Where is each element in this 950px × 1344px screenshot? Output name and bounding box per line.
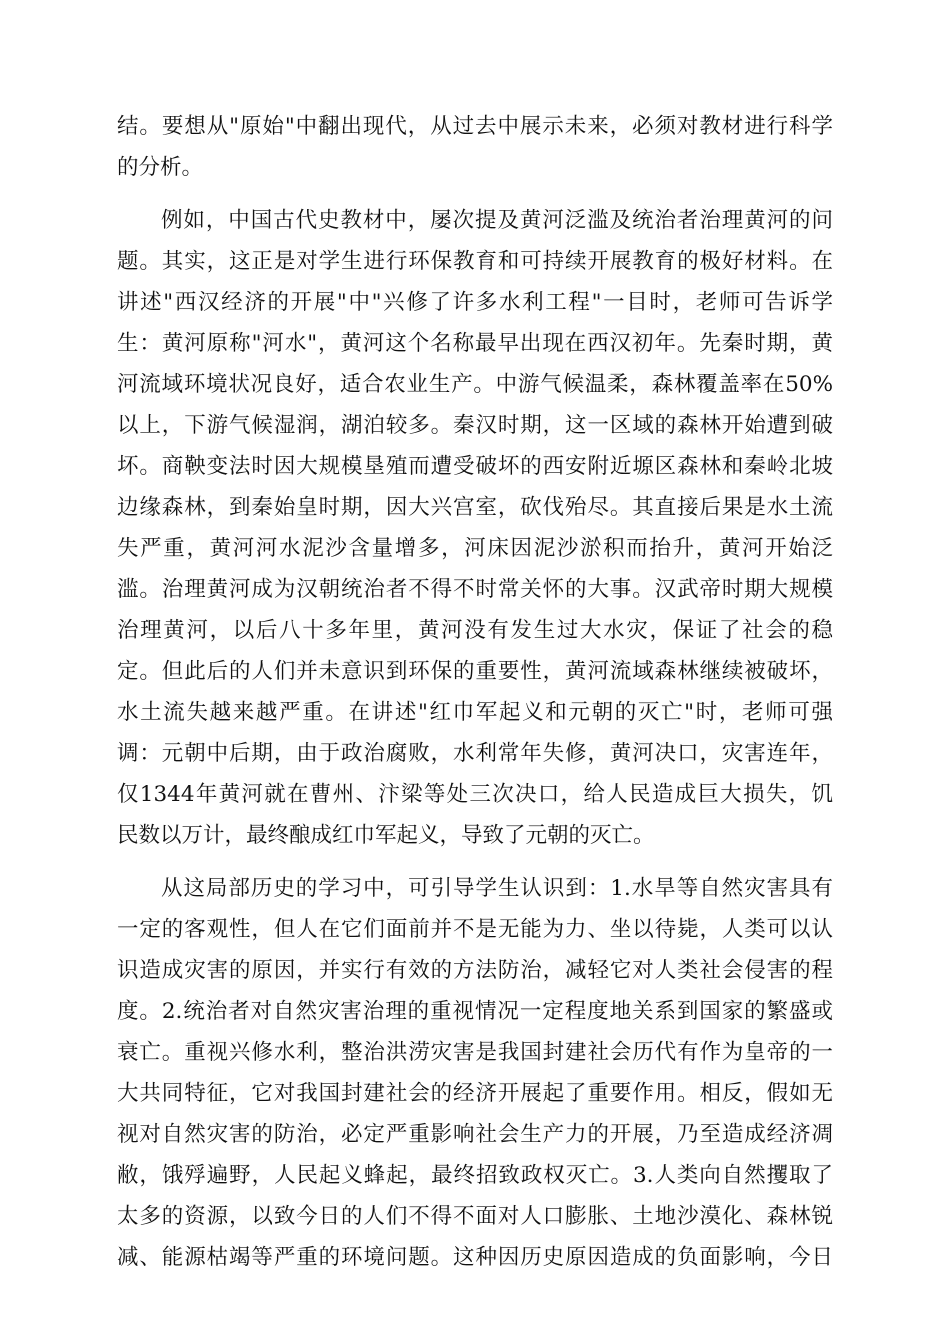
paragraph-2-line-8: 边缘森林，到秦始皇时期，因大兴宫室，砍伐殆尽。其直接后果是水土流 bbox=[117, 495, 833, 520]
paragraph-2-line-15: 仅1344年黄河就在曹州、汴梁等处三次决口，给人民造成巨大损失，饥 bbox=[117, 782, 833, 807]
paragraph-1-line-2: 的分析。 bbox=[117, 155, 204, 180]
paragraph-3-line-9: 太多的资源，以致今日的人们不得不面对人口膨胀、土地沙漠化、森林锐 bbox=[117, 1204, 833, 1229]
paragraph-2-line-14: 调：元朝中后期，由于政治腐败，水利常年失修，黄河决口，灾害连年， bbox=[117, 741, 833, 766]
paragraph-2-line-2: 题。其实，这正是对学生进行环保教育和可持续开展教育的极好材料。在 bbox=[117, 249, 833, 274]
paragraph-3-line-6: 大共同特征，它对我国封建社会的经济开展起了重要作用。相反，假如无 bbox=[117, 1081, 833, 1106]
paragraph-2-line-13: 水土流失越来越严重。在讲述"红巾军起义和元朝的灭亡"时，老师可强 bbox=[117, 700, 833, 725]
paragraph-2-line-5: 河流域环境状况良好，适合农业生产。中游气候温柔，森林覆盖率在50% bbox=[117, 372, 833, 397]
paragraph-3-line-2: 一定的客观性，但人在它们面前并不是无能为力、坐以待毙，人类可以认 bbox=[117, 917, 833, 942]
paragraph-2-line-16: 民数以万计，最终酿成红巾军起义，导致了元朝的灭亡。 bbox=[117, 823, 655, 848]
paragraph-2-line-3: 讲述"西汉经济的开展"中"兴修了许多水利工程"一目时，老师可告诉学 bbox=[117, 290, 833, 315]
paragraph-2-line-1: 例如，中国古代史教材中，屡次提及黄河泛滥及统治者治理黄河的问 bbox=[161, 208, 833, 233]
paragraph-3-line-3: 识造成灾害的原因，并实行有效的方法防治，减轻它对人类社会侵害的程 bbox=[117, 958, 833, 983]
paragraph-3-line-8: 敝，饿殍遍野，人民起义蜂起，最终招致政权灭亡。3.人类向自然攫取了 bbox=[117, 1163, 833, 1188]
paragraph-2-line-4: 生：黄河原称"河水"，黄河这个名称最早出现在西汉初年。先秦时期，黄 bbox=[117, 331, 833, 356]
paragraph-3-line-7: 视对自然灾害的防治，必定严重影响社会生产力的开展，乃至造成经济凋 bbox=[117, 1122, 833, 1147]
paragraph-2-line-10: 滥。治理黄河成为汉朝统治者不得不时常关怀的大事。汉武帝时期大规模 bbox=[117, 577, 833, 602]
paragraph-2-line-7: 坏。商鞅变法时因大规模垦殖而遭受破坏的西安附近塬区森林和秦岭北坡 bbox=[117, 454, 833, 479]
paragraph-2-line-11: 治理黄河，以后八十多年里，黄河没有发生过大水灾，保证了社会的稳 bbox=[117, 618, 833, 643]
paragraph-2-line-6: 以上，下游气候湿润，湖泊较多。秦汉时期，这一区域的森林开始遭到破 bbox=[117, 413, 833, 438]
paragraph-3-line-4: 度。2.统治者对自然灾害治理的重视情况一定程度地关系到国家的繁盛或 bbox=[117, 999, 833, 1024]
paragraph-1-line-1: 结。要想从"原始"中翻出现代，从过去中展示未来，必须对教材进行科学 bbox=[117, 114, 833, 139]
paragraph-3-line-10: 减、能源枯竭等严重的环境问题。这种因历史原因造成的负面影响，今日 bbox=[117, 1245, 833, 1270]
paragraph-3-line-5: 衰亡。重视兴修水利，整治洪涝灾害是我国封建社会历代有作为皇帝的一 bbox=[117, 1040, 833, 1065]
paragraph-3-line-1: 从这局部历史的学习中，可引导学生认识到：1.水旱等自然灾害具有 bbox=[161, 876, 833, 901]
paragraph-2-line-9: 失严重，黄河河水泥沙含量增多，河床因泥沙淤积而抬升，黄河开始泛 bbox=[117, 536, 833, 561]
paragraph-2-line-12: 定。但此后的人们并未意识到环保的重要性，黄河流域森林继续被破坏， bbox=[117, 659, 833, 684]
